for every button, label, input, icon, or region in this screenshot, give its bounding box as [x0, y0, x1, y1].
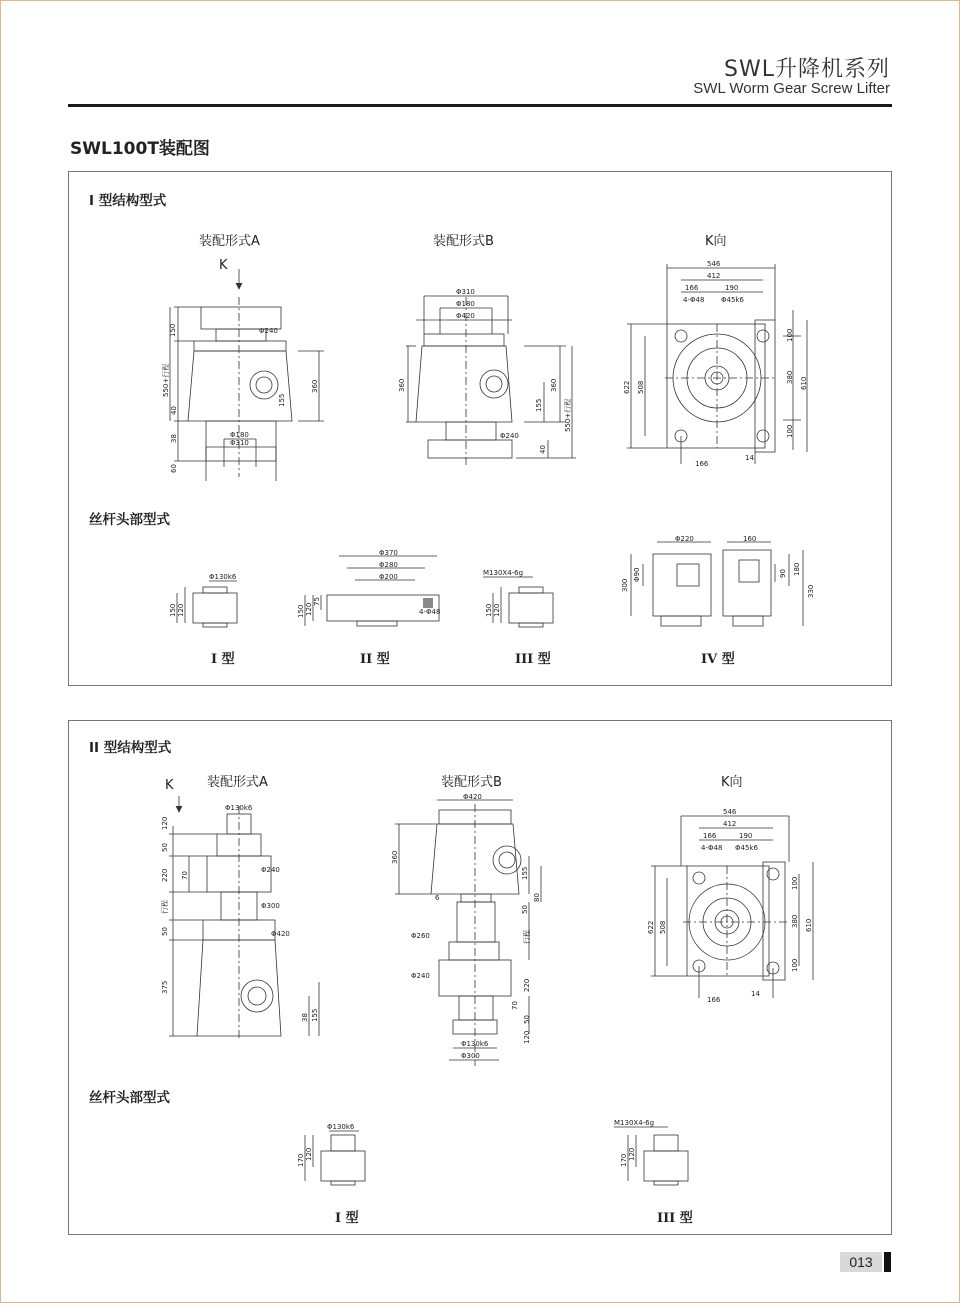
- dim-b-155: 155: [535, 398, 543, 412]
- k-arrow-label-2: K: [165, 778, 174, 793]
- dim-h3-150: 150: [485, 603, 493, 617]
- dim-b-550: 550+行程: [564, 398, 572, 432]
- dim-k-100-bottom: 100: [786, 424, 794, 438]
- dim-k-100-top: 100: [786, 328, 794, 342]
- dim-b-360-right: 360: [550, 378, 558, 392]
- screw-head-type-4: [617, 536, 817, 632]
- dim-k2-100-top: 100: [791, 876, 799, 890]
- dim-b-phi310: Φ310: [456, 288, 475, 296]
- header-subtitle: SWL Worm Gear Screw Lifter: [693, 80, 890, 97]
- dim-a2-phi420: Φ420: [271, 930, 290, 938]
- dim-h4-90: 90: [779, 569, 787, 578]
- dim-k-412: 412: [707, 272, 721, 280]
- dim-h1-phi130k6: Φ130k6: [209, 573, 237, 581]
- dim-a2-120: 120: [161, 816, 169, 830]
- dim-a2-50b: 50: [161, 927, 169, 936]
- dim-b-phi240: Φ240: [500, 432, 519, 440]
- dim-b2-50: 50: [521, 905, 529, 914]
- type-label-2: II 型: [360, 652, 390, 667]
- assembly-a-drawing: [164, 267, 344, 482]
- dim-b2-120: 120: [523, 1030, 531, 1044]
- view-b-label: 装配形式B: [433, 234, 494, 249]
- dim-h4-phi90: Φ90: [633, 567, 641, 582]
- screw-head-title: 丝杆头部型式: [89, 512, 170, 528]
- dim-k-546: 546: [707, 260, 721, 268]
- page-title: SWL100T装配图: [70, 139, 210, 159]
- view-b-label-2: 装配形式B: [441, 775, 502, 790]
- dim-k-166: 166: [685, 284, 699, 292]
- type2-label-3: III 型: [657, 1211, 693, 1226]
- dim-k2-508: 508: [659, 920, 667, 934]
- dim-h2-4-phi48: 4-Φ48: [419, 608, 441, 616]
- page-number-bar: [884, 1252, 891, 1272]
- dim-h2-3-170: 170: [620, 1153, 628, 1167]
- screw-head-type-3: [479, 565, 569, 632]
- dim-b2-80: 80: [533, 893, 541, 902]
- dim-h2-3-m130: M130X4-6g: [614, 1119, 655, 1127]
- dim-h2-1-120: 120: [305, 1147, 313, 1161]
- dim-k2-100-bottom: 100: [791, 958, 799, 972]
- dim-a-38: 38: [170, 434, 178, 443]
- structure-panel-2: [68, 720, 892, 1235]
- dim-a-155: 155: [278, 393, 286, 407]
- dim-a-60: 60: [170, 464, 178, 473]
- dim-h4-330: 330: [807, 584, 815, 598]
- dim-b2-phi260: Φ260: [411, 932, 430, 940]
- assembly-a2-drawing: [159, 796, 339, 1046]
- k-arrow-label: K: [219, 258, 228, 273]
- header-title: SWL升降机系列: [724, 57, 890, 82]
- header-rule: [68, 104, 892, 107]
- dim-a2-phi240: Φ240: [261, 866, 280, 874]
- dim-a2-stroke: 行程: [161, 900, 169, 914]
- screw-head2-type-3: [614, 1117, 704, 1189]
- dim-h4-300: 300: [621, 578, 629, 592]
- dim-k2-412: 412: [723, 820, 737, 828]
- dim-a-550: 550+行程: [162, 363, 170, 397]
- dim-k-166-bottom: 166: [695, 460, 709, 468]
- view-k-label: K向: [705, 234, 727, 249]
- dim-b-40: 40: [539, 445, 547, 454]
- dim-k-14: 14: [745, 454, 754, 462]
- dim-h4-160: 160: [743, 535, 757, 543]
- dim-k2-14: 14: [751, 990, 760, 998]
- type-label-1: I 型: [211, 652, 235, 667]
- dim-b2-155: 155: [521, 866, 529, 880]
- dim-b2-6: 6: [435, 894, 440, 902]
- dim-h2-phi370: Φ370: [379, 549, 398, 557]
- dim-k2-380: 380: [791, 914, 799, 928]
- screw-head-title-2: 丝杆头部型式: [89, 1090, 170, 1106]
- view-k-label-2: K向: [721, 775, 743, 790]
- k-view2-drawing: [649, 806, 829, 1016]
- dim-k-610: 610: [800, 376, 808, 390]
- dim-a-360: 360: [311, 379, 319, 393]
- dim-h4-180: 180: [793, 562, 801, 576]
- dim-b-phi180: Φ180: [456, 300, 475, 308]
- dim-a2-155: 155: [311, 1008, 319, 1022]
- dim-h2-75: 75: [313, 597, 321, 606]
- dim-k2-4-phi48: 4-Φ48: [701, 844, 723, 852]
- dim-h3-120: 120: [493, 603, 501, 617]
- dim-h2-1-170: 170: [297, 1153, 305, 1167]
- dim-h2-1-phi130k6: Φ130k6: [327, 1123, 355, 1131]
- dim-b2-360: 360: [391, 850, 399, 864]
- dim-b2-phi420: Φ420: [463, 793, 482, 801]
- dim-a2-70: 70: [181, 871, 189, 880]
- dim-k-phi45k6: Φ45k6: [721, 296, 744, 304]
- dim-h2-150: 150: [297, 604, 305, 618]
- dim-b2-50b: 50: [523, 1015, 531, 1024]
- assembly-b-drawing: [384, 282, 584, 472]
- dim-a-150: 150: [169, 323, 177, 337]
- dim-h3-m130: M130X4-6g: [483, 569, 524, 577]
- dim-a-40: 40: [170, 406, 178, 415]
- dim-a2-phi300: Φ300: [261, 902, 280, 910]
- dim-a2-50: 50: [161, 843, 169, 852]
- assembly-b2-drawing: [389, 793, 589, 1071]
- dim-b2-phi130k6: Φ130k6: [461, 1040, 489, 1048]
- dim-k-508: 508: [637, 380, 645, 394]
- dim-h1-150: 150: [169, 603, 177, 617]
- dim-k2-546: 546: [723, 808, 737, 816]
- dim-b2-220: 220: [523, 978, 531, 992]
- type-label-3: III 型: [515, 652, 551, 667]
- structure-panel-1: [68, 171, 892, 686]
- dim-k2-622: 622: [647, 920, 655, 934]
- dim-h2-phi200: Φ200: [379, 573, 398, 581]
- screw-head-type-2: [297, 550, 457, 632]
- dim-k-190: 190: [725, 284, 739, 292]
- dim-a2-375: 375: [161, 980, 169, 994]
- dim-k2-610: 610: [805, 918, 813, 932]
- screw-head-type-1: [169, 567, 249, 632]
- section-title-2: II 型结构型式: [89, 740, 172, 756]
- dim-b2-phi300: Φ300: [461, 1052, 480, 1060]
- type-label-4: IV 型: [701, 652, 735, 667]
- dim-h1-120: 120: [177, 603, 185, 617]
- dim-h2-phi280: Φ280: [379, 561, 398, 569]
- dim-a-phi240: Φ240: [259, 327, 278, 335]
- dim-k2-166: 166: [703, 832, 717, 840]
- dim-k-380: 380: [786, 370, 794, 384]
- dim-a-phi180: Φ180: [230, 431, 249, 439]
- dim-b2-phi240: Φ240: [411, 972, 430, 980]
- dim-a2-38: 38: [301, 1013, 309, 1022]
- dim-a2-phi130k6: Φ130k6: [225, 804, 253, 812]
- dim-k-4-phi48: 4-Φ48: [683, 296, 705, 304]
- page-number: 013: [840, 1252, 882, 1272]
- dim-b2-stroke: 行程: [523, 930, 531, 944]
- type2-label-1: I 型: [335, 1211, 359, 1226]
- dim-a-phi310: Φ310: [230, 439, 249, 447]
- view-a-label-2: 装配形式A: [207, 775, 268, 790]
- section-title: I 型结构型式: [89, 193, 167, 209]
- dim-h2-3-120: 120: [628, 1147, 636, 1161]
- dim-k2-166-bottom: 166: [707, 996, 721, 1004]
- dim-k2-phi45k6: Φ45k6: [735, 844, 758, 852]
- screw-head2-type-1: [297, 1121, 377, 1189]
- dim-b-phi420: Φ420: [456, 312, 475, 320]
- dim-k-622: 622: [623, 380, 631, 394]
- dim-b2-70: 70: [511, 1001, 519, 1010]
- k-view-drawing: [625, 254, 815, 474]
- view-a-label: 装配形式A: [199, 234, 260, 249]
- dim-a2-220: 220: [161, 868, 169, 882]
- dim-k2-190: 190: [739, 832, 753, 840]
- dim-h4-phi220: Φ220: [675, 535, 694, 543]
- dim-h2-120: 120: [305, 602, 313, 616]
- dim-b-360-left: 360: [398, 378, 406, 392]
